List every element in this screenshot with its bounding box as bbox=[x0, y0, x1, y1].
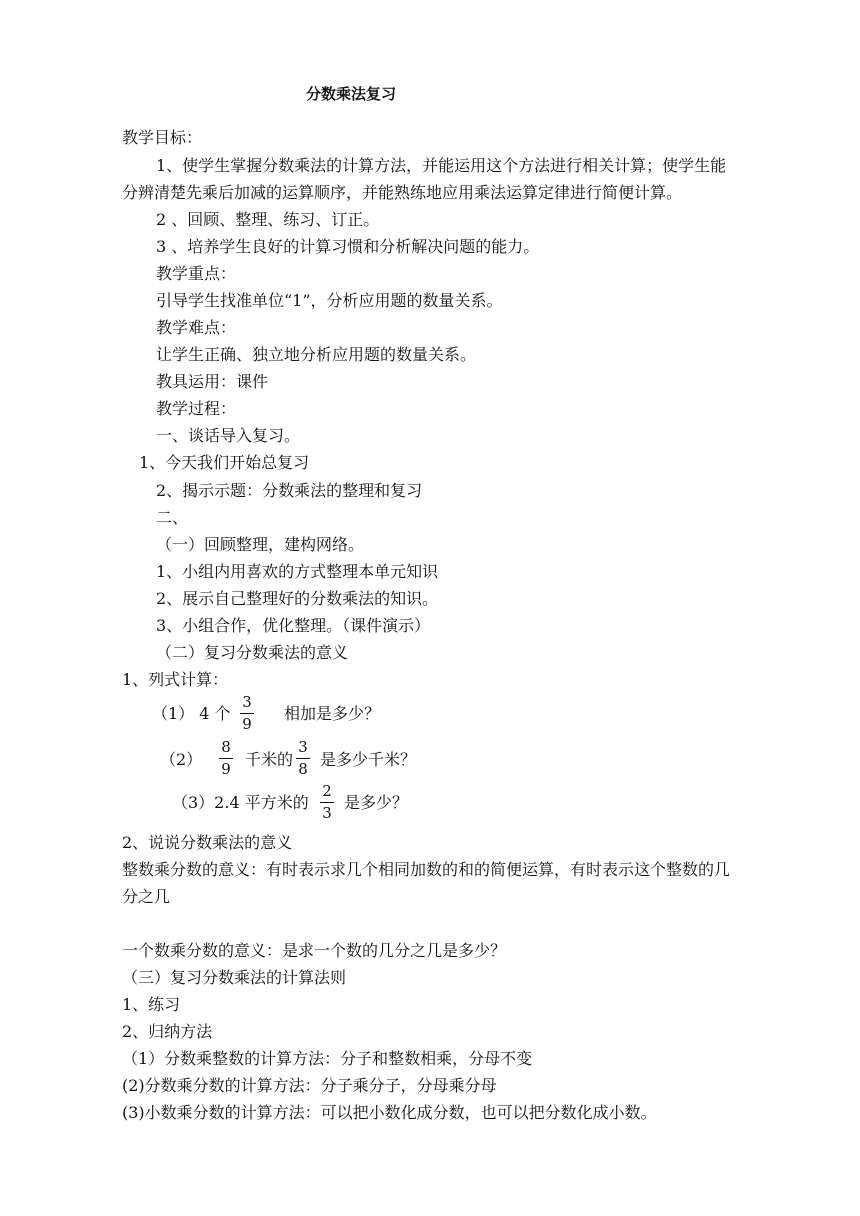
objective-3: 3 、培养学生良好的计算习惯和分析解决问题的能力。 bbox=[156, 237, 540, 256]
step-1-item-1: 1、今天我们开始总复习 bbox=[139, 453, 310, 472]
question-3-fraction bbox=[320, 783, 334, 822]
section-2-heading: （二）复习分数乘法的意义 bbox=[156, 643, 349, 662]
fraction-numerator: 3 bbox=[298, 738, 308, 756]
section-3-heading: （三）复习分数乘法的计算法则 bbox=[122, 968, 347, 987]
question-1-fraction bbox=[240, 694, 254, 733]
question-2-fraction-2 bbox=[296, 739, 310, 778]
section-1-item-2: 2、展示自己整理好的分数乘法的知识。 bbox=[156, 589, 439, 608]
section-3-item-1: 1、练习 bbox=[122, 995, 181, 1014]
step-2: 二、 bbox=[156, 508, 189, 527]
question-2-fraction-1 bbox=[219, 739, 233, 778]
step-1-item-2: 2、揭示示题：分数乘法的整理和复习 bbox=[156, 481, 423, 500]
section-2-item-1: 1、列式计算： bbox=[122, 670, 229, 689]
question-3-suffix: 是多少？ bbox=[344, 793, 409, 812]
objective-2: 2 、回顾、整理、练习、订正。 bbox=[156, 210, 380, 229]
objective-1-line-1: 1、使学生掌握分数乘法的计算方法，并能运用这个方法进行相关计算；使学生能 bbox=[156, 156, 727, 175]
section-1-item-3: 3、小组合作，优化整理。（课件演示） bbox=[156, 616, 431, 635]
fraction-numerator: 3 bbox=[242, 693, 252, 711]
fraction-denominator: 9 bbox=[242, 715, 252, 733]
question-1-suffix: 相加是多少？ bbox=[284, 704, 381, 723]
rule-3: (3)小数乘分数的计算方法：可以把小数化成分数，也可以把分数化成小数。 bbox=[122, 1103, 657, 1122]
fraction-denominator: 3 bbox=[322, 804, 332, 822]
fraction-numerator: 8 bbox=[221, 738, 231, 756]
key-points-text: 引导学生找准单位“1”，分析应用题的数量关系。 bbox=[156, 291, 503, 310]
section-3-item-2: 2、归纳方法 bbox=[122, 1022, 213, 1041]
question-3-prefix: （3）2.4 平方米的 bbox=[172, 793, 309, 812]
objectives-heading: 教学目标： bbox=[122, 128, 203, 147]
fraction-numerator: 2 bbox=[322, 782, 332, 800]
step-1: 一、谈话导入复习。 bbox=[156, 426, 301, 445]
question-2-prefix: （2） bbox=[160, 750, 203, 769]
objective-1-line-2: 分辨清楚先乘后加减的运算顺序，并能熟练地应用乘法运算定律进行简便计算。 bbox=[122, 183, 683, 202]
rule-1: （1）分数乘整数的计算方法：分子和整数相乘，分母不变 bbox=[122, 1049, 533, 1068]
section-1-item-1: 1、小组内用喜欢的方式整理本单元知识 bbox=[156, 562, 439, 581]
document-title: 分数乘法复习 bbox=[306, 85, 397, 103]
fraction-bar bbox=[219, 758, 233, 759]
fraction-denominator: 9 bbox=[221, 760, 231, 778]
question-2-mid: 千米的 bbox=[245, 750, 294, 769]
meaning-1-line-2: 分之几 bbox=[122, 887, 171, 906]
meaning-2: 一个数乘分数的意义：是求一个数的几分之几是多少？ bbox=[122, 941, 507, 960]
fraction-denominator: 8 bbox=[298, 760, 308, 778]
key-points-heading: 教学重点： bbox=[156, 264, 237, 283]
fraction-bar bbox=[320, 802, 334, 803]
section-1-heading: （一）回顾整理，建构网络。 bbox=[156, 535, 365, 554]
section-2-item-2: 2、说说分数乘法的意义 bbox=[122, 833, 293, 852]
process-heading: 教学过程： bbox=[156, 399, 237, 418]
meaning-1-line-1: 整数乘分数的意义：有时表示求几个相同加数的和的简便运算，有时表示这个整数的几 bbox=[122, 860, 731, 879]
difficulty-heading: 教学难点： bbox=[156, 318, 237, 337]
fraction-bar bbox=[296, 758, 310, 759]
fraction-bar bbox=[240, 713, 254, 714]
question-1-prefix: （1） 4 个 bbox=[152, 704, 231, 723]
rule-2: (2)分数乘分数的计算方法：分子乘分子，分母乘分母 bbox=[122, 1076, 497, 1095]
teaching-tools: 教具运用：课件 bbox=[156, 372, 269, 391]
difficulty-text: 让学生正确、独立地分析应用题的数量关系。 bbox=[156, 345, 477, 364]
question-2-suffix: 是多少千米？ bbox=[320, 750, 417, 769]
